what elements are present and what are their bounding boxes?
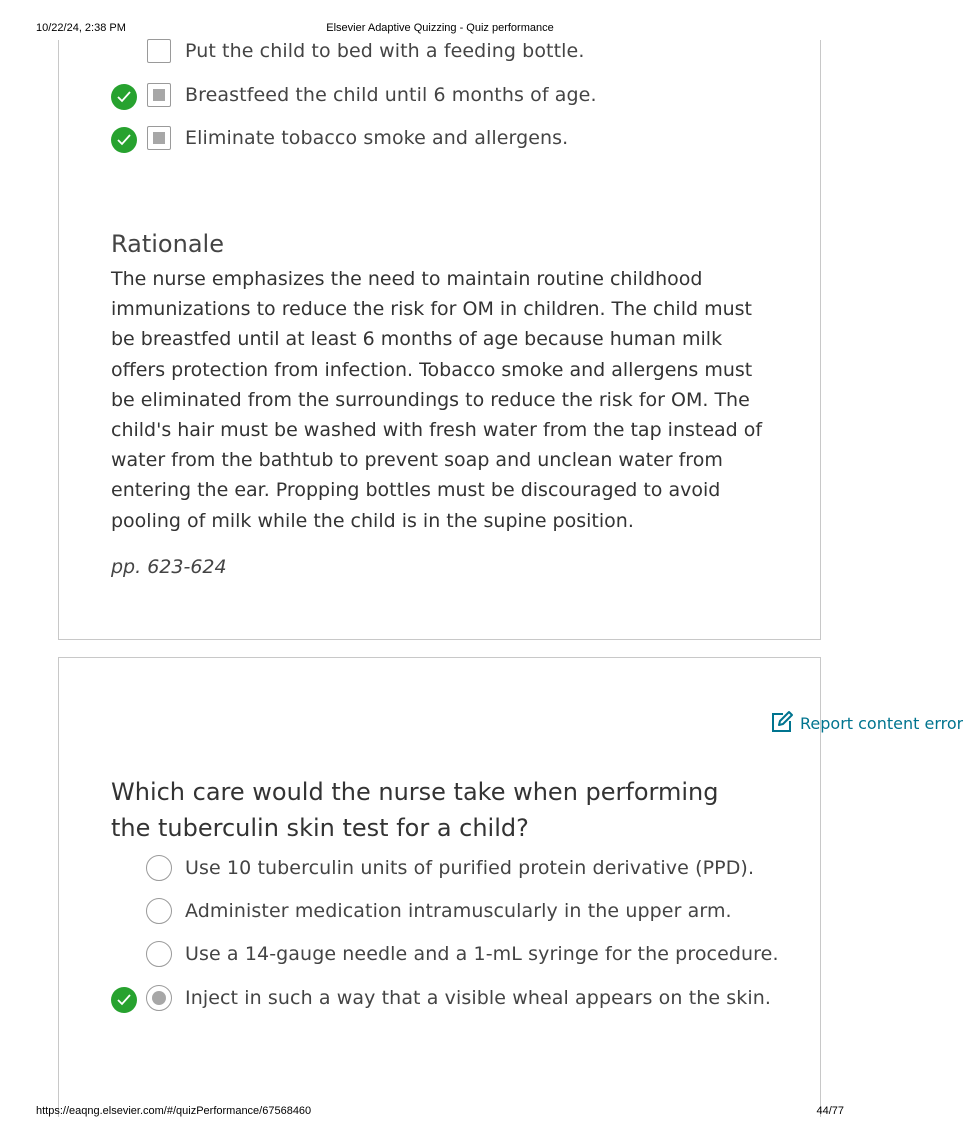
print-footer [36, 1105, 844, 1119]
answer-option[interactable] [111, 854, 800, 886]
print-page-number: 44/77 [816, 1105, 844, 1117]
rationale-heading: Rationale [111, 230, 224, 258]
radio-unselected[interactable] [146, 941, 172, 967]
answer-option[interactable] [111, 897, 800, 929]
answer-option-label: Administer medication intramuscularly in the upper arm. [185, 900, 732, 922]
answer-option-label: Put the child to bed with a feeding bottle. [185, 40, 585, 62]
print-header [36, 22, 844, 36]
answer-option-label: Eliminate tobacco smoke and allergens. [185, 127, 569, 149]
question-card-previous [58, 40, 821, 640]
answer-option-label: Use a 14-gauge needle and a 1-mL syringe for the procedure. [185, 943, 779, 965]
report-content-error-label: Report content error [800, 714, 963, 733]
print-url: https://eaqng.elsevier.com/#/quizPerformance/67568460 [36, 1105, 312, 1117]
print-timestamp: 10/22/24, 2:38 PM [36, 22, 126, 34]
edit-icon [770, 710, 794, 738]
radio-unselected[interactable] [146, 898, 172, 924]
correct-check-icon [111, 84, 137, 110]
correct-check-icon [111, 987, 137, 1013]
answer-option-label: Inject in such a way that a visible wheal appears on the skin. [185, 987, 772, 1009]
answer-option[interactable] [111, 81, 800, 113]
correct-check-icon [111, 127, 137, 153]
radio-unselected[interactable] [146, 855, 172, 881]
page-reference: pp. 623-624 [111, 556, 227, 578]
question-text: Which care would the nurse take when performing the tuberculin skin test for a child? [111, 778, 719, 842]
checkbox-selected[interactable] [147, 126, 171, 150]
answer-option[interactable] [111, 984, 800, 1016]
answer-option-label: Use 10 tuberculin units of purified protein derivative (PPD). [185, 857, 755, 879]
checkbox-selected[interactable] [147, 83, 171, 107]
checkbox-unselected[interactable] [147, 39, 171, 63]
answer-option[interactable] [111, 940, 800, 972]
answer-option-label: Breastfeed the child until 6 months of age. [185, 84, 597, 106]
print-page-title: Elsevier Adaptive Quizzing - Quiz performance [326, 22, 554, 34]
answer-option[interactable] [111, 37, 800, 69]
rationale-text: The nurse emphasizes the need to maintain routine childhood immunizations to reduce the risk for OM in children. The child must be breastfed until at least 6 months of age because human milk offers protection from infection. Tobacco smoke and allergens must be eliminated from the surroundings to reduce the risk for OM. The child's hair must be washed with fresh water from the tap instead of water from the bathtub to prevent soap and unclean water from entering the ear. Propping bottles must be discouraged to avoid pooling of milk while the child is in the supine position. [111, 268, 763, 532]
answer-option[interactable] [111, 124, 800, 156]
radio-selected[interactable] [146, 985, 172, 1011]
